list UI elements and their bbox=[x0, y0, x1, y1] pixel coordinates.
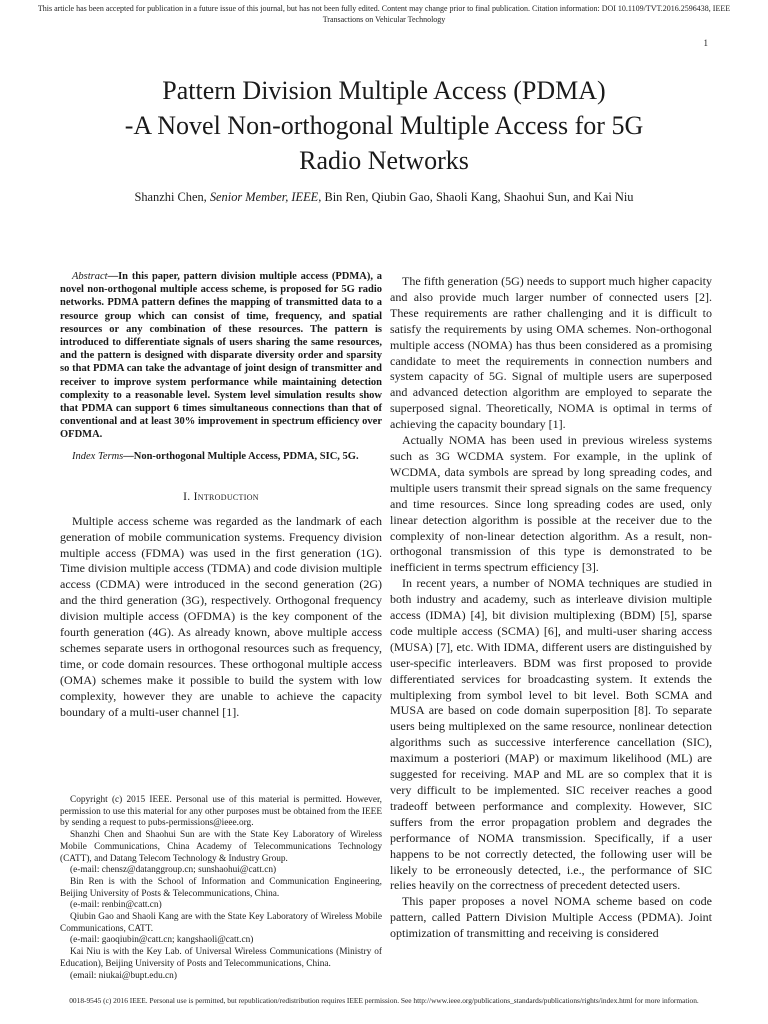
affiliation-note: Qiubin Gao and Shaoli Kang are with the State Key Laboratory of Wireless Mobile Communications, CATT. bbox=[60, 912, 382, 934]
abstract-text: —In this paper, pattern division multiple access (PDMA), a novel non-orthogonal multiple access scheme, is proposed for 5G radio networks. PDMA pattern defines the mapping of transmitted data to a resource group which can consist of time, frequency, and spatial resources or any combination of these resources. The pattern is introduced to differentiate signals of users sharing the same resources, and the pattern is designed with disparate diversity order and sparsity so that PDMA can take the advantage of joint design of transmitter and receiver to improve system performance while maintaining detection complexity to a reasonable level. System level simulation results show that PDMA can support 6 times simultaneous connections than that of conventional and at least 30% improvement in spectrum efficiency over OFDMA. bbox=[60, 271, 382, 441]
first-author-role: Senior Member, IEEE bbox=[209, 190, 319, 204]
title-line-1: Pattern Division Multiple Access (PDMA) bbox=[162, 76, 606, 105]
abstract bbox=[60, 270, 382, 442]
affiliation-note: Shanzhi Chen and Shaohui Sun are with the State Key Laboratory of Wireless Mobile Communications, China Academy of Telecommunications Technology (CATT), and Datang Telecom Technology & Industry Group. bbox=[60, 830, 382, 864]
body-paragraph: Actually NOMA has been used in previous wireless systems such as 3G WCDMA system. For example, in the uplink of WCDMA, data symbols are spread by long spreading codes, and multiple users transmit their spread signals on the same frequency and time resources. Since long spreading codes are used, only linear detection algorithm is possible at the receiver due to the complexity of non-linear detection algorithm. As a result, non-orthogonal transmission of this type is demonstrated to be inefficient in terms spectrum efficiency [3]. bbox=[390, 433, 712, 575]
index-terms-text: —Non-orthogonal Multiple Access, PDMA, SIC, 5G. bbox=[123, 450, 359, 462]
affiliation-note: Bin Ren is with the School of Information and Communication Engineering, Beijing University of Posts & Telecommunications, China. bbox=[60, 876, 382, 899]
paper-title bbox=[0, 73, 768, 178]
left-column bbox=[60, 270, 382, 721]
intro-paragraph: Multiple access scheme was regarded as the landmark of each generation of mobile communication systems. Frequency division multiple access (FDMA) was used in the first generation (1G). Time division multiple access (TDMA) and code division multiple access (CDMA) were introduced in the second generation (2G) and the third generation (3G), respectively. Orthogonal frequency division multiple access (OFDMA) is the key component of the fourth generation (4G). As already known, above multiple access schemes separate users in orthogonal resources such as frequency, time, or code domain resources. These orthogonal multiple access (OMA) schemes make it possible to build the system with low complexity, however they are unable to achieve the capacity boundary of a multi-user channel [1]. bbox=[60, 513, 382, 719]
title-line-3: Radio Networks bbox=[299, 146, 469, 175]
abstract-label: Abstract bbox=[72, 271, 108, 282]
body-paragraph: The fifth generation (5G) needs to support much higher capacity and also provide much larger number of connected users [2]. These requirements are rather challenging and it is difficult to satisfy the requirements by using OMA schemes. Non-orthogonal multiple access (NOMA) has thus been considered as a promising candidate to meet the requirements in connection numbers and system capacity of 5G. Signal of multiple users are superposed and advanced detection algorithm are employed to separate the superposed signal. Theoretically, NOMA is optimal in terms of achieving the capacity boundary [1]. bbox=[390, 274, 712, 432]
author-list bbox=[0, 189, 768, 205]
email-note: (e-mail: renbin@catt.cn) bbox=[70, 900, 162, 911]
email-note: (e-mail: gaoqiubin@catt.cn; kangshaoli@catt.cn) bbox=[70, 935, 254, 946]
publication-notice-line1: This article has been accepted for publication in a future issue of this journal, but has not been fully edited. Content may change prior to final publication. Citation information: DOI 10.1109/TVT.2016.2596438, IEEE bbox=[37, 4, 731, 13]
publication-notice-line2: Transactions on Vehicular Technology bbox=[322, 14, 446, 24]
email-note: (email: niukai@bupt.edu.cn) bbox=[70, 970, 177, 981]
body-paragraph: This paper proposes a novel NOMA scheme based on code pattern, called Pattern Division Multiple Access (PDMA). Joint optimization of transmitting and receiving is considered bbox=[390, 894, 712, 941]
page-number: 1 bbox=[703, 38, 708, 48]
copyright-footer: 0018-9545 (c) 2016 IEEE. Personal use is permitted, but republication/redistribution requires IEEE permission. See http://www.ieee.org/publications_standards/publications/rights/index.html for more information. bbox=[69, 996, 699, 1005]
affiliation-note: Kai Niu is with the Key Lab. of Universal Wireless Communications (Ministry of Education), Beijing University of Posts and Telecommunications, China. bbox=[60, 947, 382, 969]
index-terms-label: Index Terms bbox=[72, 450, 124, 462]
body-paragraph: In recent years, a number of NOMA techniques are studied in both industry and academy, such as interleave division multiple access (IDMA) [4], bit division multiplexing (BDM) [5], sparse code multiple access (SCMA) [6], and multi-user sharing access (MUSA) [7], etc. With IDMA, different users are distinguished by user-specific interleavers. BDM was first proposed to provide differentiated services for broadcasting system. It extends the multiplexing from symbol level to bit level. Both SCMA and MUSA are based on code domain superposition [8]. To separate users being multiplexed on the same resource, nonlinear detection algorithms such as successive interference cancellation (SIC), maximum a posteriori (MAP) or maximum likelihood (ML) are suggested for receiving. MAP and ML are so complex that it is very difficult to be implemented. SIC receiver reaches a good tradeoff between performance and complexity. However, SIC suffers from the error propagation problem and degrades the performance of NOMA transmission. Specifically, if a user happens to be not correctly detected, the following user will be likely to be erroneously detected, i.e., the performance of SIC relies heavily on the correctness of precedent detected users. bbox=[390, 576, 712, 893]
first-author: Shanzhi Chen, bbox=[134, 190, 207, 204]
copyright-note: Copyright (c) 2015 IEEE. Personal use of this material is permitted. However, permission to use this material for any other purposes must be obtained from the IEEE by sending a request to pubs-permissions@ieee.org. bbox=[60, 795, 382, 829]
section-number: I. bbox=[183, 490, 191, 503]
right-column bbox=[390, 274, 712, 942]
footnote-block bbox=[60, 795, 382, 982]
index-terms bbox=[60, 450, 382, 463]
publication-notice bbox=[0, 4, 768, 25]
email-note: (e-mail: chensz@datanggroup.cn; sunshaohui@catt.cn) bbox=[70, 865, 277, 876]
section-title: Introduction bbox=[193, 490, 259, 503]
title-line-2: -A Novel Non-orthogonal Multiple Access for 5G bbox=[124, 111, 644, 140]
other-authors: , Bin Ren, Qiubin Gao, Shaoli Kang, Shaohui Sun, and Kai Niu bbox=[318, 190, 634, 204]
section-heading bbox=[60, 490, 382, 506]
